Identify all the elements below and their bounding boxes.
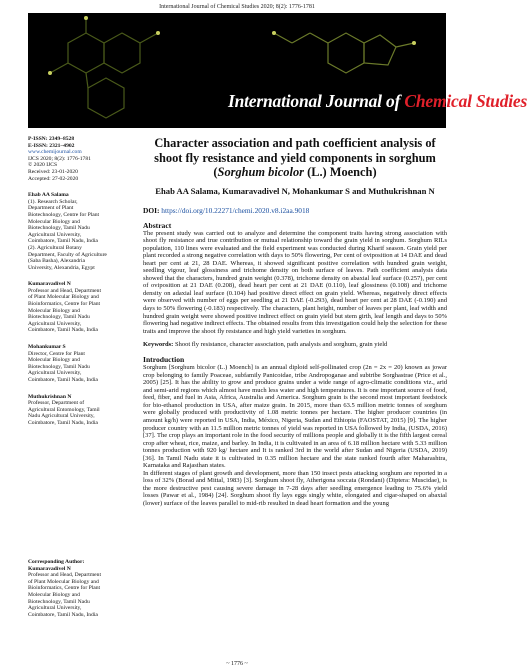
banner-title-white: International Journal of [228,91,405,111]
eissn: E-ISSN: 2321–4902 [28,142,75,149]
sidebar [28,136,128,427]
received-date: Received: 23-01-2020 [28,168,78,175]
introduction-heading: Introduction [143,355,185,365]
copyright: © 2020 IJCS [28,162,58,169]
introduction-paragraph-1: Sorghum [Sorghum bicolor (L.) Moench] is an annual diploid self-pollinated crop (2n = 2x = 20) known as jowar crop belonging to family Poaceae, subfamily Panicoidae, tribe Andropoganae and subtribe Sorghastrae (Price et al., 2005) [25]. It has the ability to grow and produce grains under a wide range of agro-climatic conditions viz., arid and semi-arid regions which almost have much less water and high temperatures. It is one important source of food, feed, fiber, and fuel in Asia, Africa, Australia and America. Sorghum grain is the second most important feedstock for bio-ethanol production in USA, after maize grain. In 2015, more than 63.5 million metric tonnes of sorghum were globally produced with productivity of 1.08 metric tonnes per hectare. The higher producer countries (in amount kg/h) were reported in USA, India, México, Nigeria, Sudan and Ethiopia (FAOSTAT, 2015) [9]. The higher producer country with an 11.5 million metric tonnes of yield was reported in USA followed by India, (USDA, 2016) [37]. The crop plays an important role in the food security of millions people and globally it is the fifth largest cereal crop after wheat, rice, maize, and barley. In India, it is cultivated in an area of 6.18 million hectare with 5.33 million tonnes production with 920 kg/ hectare and It is ranked 3rd in the world after Sudan and Nigeria (USDA, 2019) [36]. In Tamil Nadu state it is cultivated in 0.35 million hectare and the state ranked fourth after Maharashtra, Karnataka and Rajasthan states. [143,364,447,470]
doi-label: DOI: [143,205,160,215]
page-number: ~ 1776 ~ [226,661,248,667]
banner-title-red: Chemical Studies [404,91,527,111]
journal-header: International Journal of Chemical Studies 2020; 8(2): 1776-1781 [159,4,315,10]
author-block-3 [28,344,128,384]
corresponding-affiliation: Professor and Head, Department of Plant Molecular Biology and Bioinformatics, Centre for Plant Molecular Biology and Biotechnology, Tamil Nadu Agricultural University, Coimbatore, Tamil Nadu, India [28,572,102,618]
corresponding-label: Corresponding Author: [28,559,85,565]
ijcs-ref: IJCS 2020; 8(2): 1776-1781 [28,155,91,162]
author-affiliation: (1). Research Scholar, Department of Plant Biotechnology, Centre for Plant Molecular Biology and Biotechnology, Tamil Nadu Agricultural University, Coimbatore, Tamil Nadu, India (2). Agricultural Botany Department, Faculty of Agriculture (Saba Basha), Alexandria University, Alexandria, Egypt [28,198,107,271]
pissn: P-ISSN: 2349–8528 [28,136,75,142]
author-name: Mohankumar S [28,344,66,351]
title-part2: (L.) Moench) [303,165,377,179]
doi-line [143,206,447,215]
author-block-2 [28,281,128,334]
corresponding-author [28,559,128,618]
author-affiliation: Director, Centre for Plant Molecular Biology and Biotechnology, Tamil Nadu Agricultural University, Coimbatore, Tamil Nadu, India [28,350,98,383]
article-title [143,136,447,180]
journal-banner [28,13,527,128]
author-affiliation: Professor, Department of Agricultural Entomology, Tamil Nadu Agricultural University, Coimbatore, Tamil Nadu, India [28,400,100,426]
title-part1: Character association and path coefficient analysis of shoot fly resistance and yield components in sorghum ( [154,136,436,179]
author-name: Ehab AA Salama [28,192,69,199]
website-link[interactable]: www.chemijournal.com [28,149,82,156]
introduction-paragraph-2: In different stages of plant growth and development, more than 150 insect pests attacking sorghum are reported in a loss of 32% (Borad and Mittal, 1983) [3]. Sorghum shoot fly, Atherigona soccata (Rondani) (Diptera: Muscidae), is the more destructive pest causing severe damage in 7-28 days after seedling emergence leading to 75.6% yield losses (Pawar et al., 1984) [24]. Sorghum shoot fly lays eggs singly white, elongated and cigar-shaped on abaxial (lower) surface of the leaves parallel to mid-rib resulted in dead heart formation and the young [143,469,447,507]
author-name: Muthukrishnan N [28,393,72,400]
author-block-4 [28,394,128,427]
banner-title [228,91,527,112]
article-main [143,136,447,508]
abstract-text: The present study was carried out to analyze and determine the component traits having strong association with shoot fly resistance and true contribution or mutual relationship toward the grain yield in sorghum. Sorghum RILs population, 110 lines were evaluated and the field experiment was conducted during Kharif season. Grain yield per plant recorded a strong negative correlation with days to 50% flowering, Per cent of oviposition at 14 DAE and dead heart per cent at 21, 28 DAE. Whereas, it showed significant positive correlation with hundred grain weight, seedling vigour, leaf glossiness and trichome density on both surface of leaves. Path coefficient analysis data showed that the characters, hundred grain weight (0.378), trichome density on abaxial leaf surface (0.257), per cent of oviposition at 21 DAE (0.208), dead heart per cent at 21 DAE (0.110), leaf glossiness (0.108) and trichome density on adaxial leaf surface (0.104) had positive direct effect on grain yield. Whereas, negatively direct effects were observed with number of eggs per seedling at 21 DAE (-0.293), dead heart per cent at 28 DAE (-0.190) and days to 50% flowering (-0.183) respectively. The characters, plant height, number of leaves per plant, leaf width and hundred grain weight were showed positive indirect effect on grain yield but stem girth, leaf length and days to 50% flowering had negative indirect effects. The obtained results from this investigation could help the selection for these traits and improve the shoot fly resistance and high yield varieties in sorghum. [143,229,447,335]
doi-link[interactable]: https://doi.org/10.22271/chemi.2020.v8.i2aa.9018 [161,205,310,215]
abstract-heading: Abstract [143,220,172,230]
keywords-text: Shoot fly resistance, character association, path analysis and sorghum, grain yield [173,341,388,349]
corresponding-name: Kumaravadivel N [28,565,71,572]
author-block-1 [28,192,128,271]
article-authors: Ehab AA Salama, Kumaravadivel N, Mohankumar S and Muthukrishnan N [155,185,435,196]
accepted-date: Accepted: 27-02-2020 [28,175,79,182]
keywords [143,341,447,348]
title-italic: Sorghum bicolor [217,165,304,179]
keywords-label: Keywords: [143,341,174,349]
author-name: Kumaravadivel N [28,281,71,288]
author-affiliation: Professor and Head, Department of Plant Molecular Biology and Bioinformatics, Centre for Plant Molecular Biology and Biotechnology, Tamil Nadu Agricultural University, Coimbatore, Tamil Nadu, India [28,287,102,334]
